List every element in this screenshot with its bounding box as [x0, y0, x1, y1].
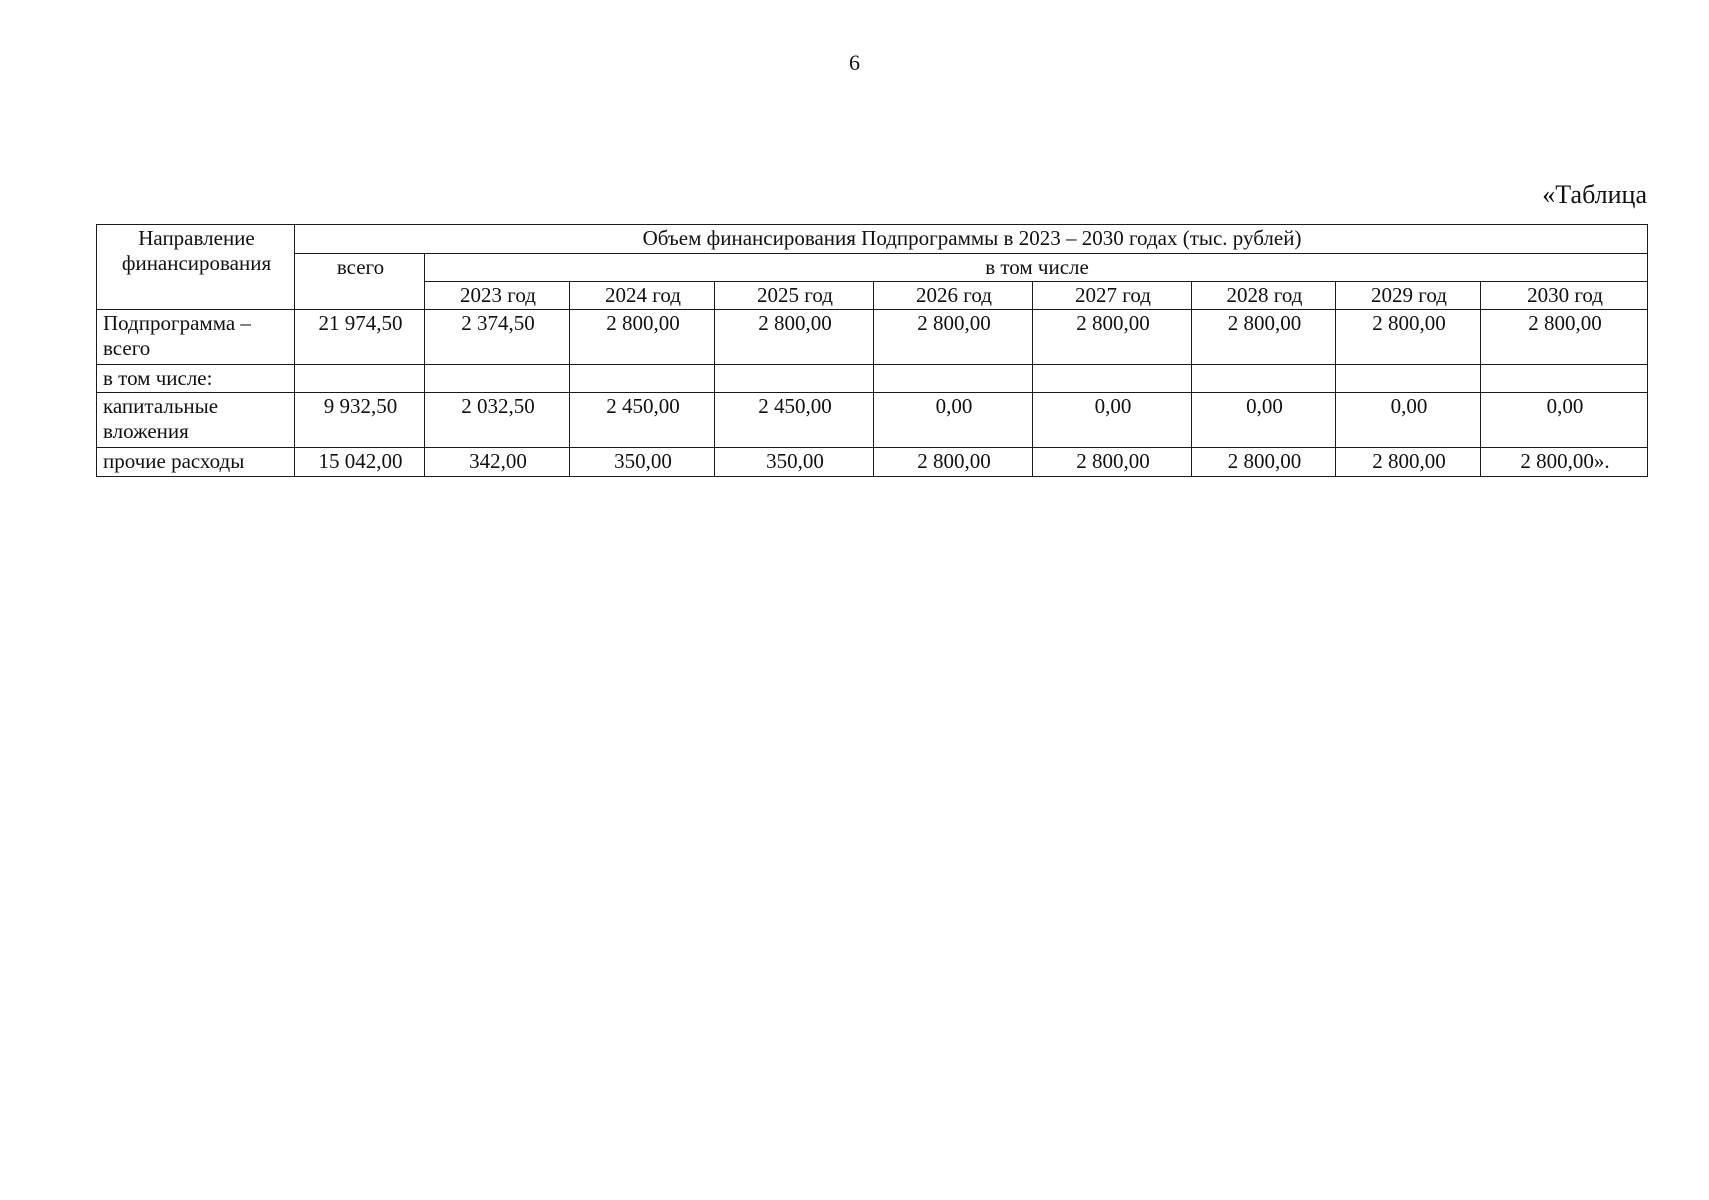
row-value: 350,00 — [570, 448, 715, 477]
row-value: 2 800,00 — [1336, 310, 1481, 365]
row-value: 0,00 — [1336, 393, 1481, 448]
header-total: всего — [295, 254, 425, 310]
row-value: 2 800,00 — [1481, 310, 1648, 365]
row-total: 21 974,50 — [295, 310, 425, 365]
row-label: Подпрограмма – всего — [97, 310, 295, 365]
page-number: 6 — [849, 50, 860, 75]
row-value: 2 800,00 — [1192, 310, 1336, 365]
header-including: в том числе — [425, 254, 1648, 282]
row-value: 0,00 — [1481, 393, 1648, 448]
row-value: 342,00 — [425, 448, 570, 477]
row-value: 2 450,00 — [570, 393, 715, 448]
row-value: 2 800,00 — [1192, 448, 1336, 477]
row-label: прочие расходы — [97, 448, 295, 477]
row-value: 2 800,00 — [1033, 448, 1192, 477]
row-label: капитальные вложения — [97, 393, 295, 448]
row-value: 2 800,00 — [570, 310, 715, 365]
header-year: 2029 год — [1336, 282, 1481, 310]
table-row — [97, 310, 1648, 365]
header-year: 2023 год — [425, 282, 570, 310]
header-year: 2026 год — [874, 282, 1033, 310]
header-year: 2027 год — [1033, 282, 1192, 310]
row-label: в том числе: — [97, 365, 295, 393]
row-value — [874, 365, 1033, 393]
row-value — [715, 365, 874, 393]
header-year: 2025 год — [715, 282, 874, 310]
financing-table — [96, 224, 1648, 477]
row-total: 15 042,00 — [295, 448, 425, 477]
row-value: 2 032,50 — [425, 393, 570, 448]
header-year: 2030 год — [1481, 282, 1648, 310]
row-value — [1481, 365, 1648, 393]
row-total — [295, 365, 425, 393]
row-value: 2 450,00 — [715, 393, 874, 448]
table-row — [97, 365, 1648, 393]
row-value — [1033, 365, 1192, 393]
row-value — [1336, 365, 1481, 393]
header-volume: Объем финансирования Подпрограммы в 2023 – 2030 годах (тыс. рублей) — [295, 225, 1648, 254]
row-value: 2 800,00 — [715, 310, 874, 365]
row-value: 0,00 — [1033, 393, 1192, 448]
row-value: 0,00 — [1192, 393, 1336, 448]
table-row — [97, 393, 1648, 448]
row-value: 2 800,00 — [1336, 448, 1481, 477]
row-value: 2 800,00». — [1481, 448, 1648, 477]
header-year: 2024 год — [570, 282, 715, 310]
header-year: 2028 год — [1192, 282, 1336, 310]
table-row — [97, 448, 1648, 477]
row-value — [570, 365, 715, 393]
row-value: 350,00 — [715, 448, 874, 477]
row-value — [1192, 365, 1336, 393]
row-value — [425, 365, 570, 393]
row-value: 2 374,50 — [425, 310, 570, 365]
row-value: 2 800,00 — [874, 448, 1033, 477]
table-caption: «Таблица — [1542, 180, 1647, 209]
row-value: 2 800,00 — [874, 310, 1033, 365]
header-direction: Направление финансирования — [97, 225, 295, 310]
row-value: 0,00 — [874, 393, 1033, 448]
row-total: 9 932,50 — [295, 393, 425, 448]
row-value: 2 800,00 — [1033, 310, 1192, 365]
